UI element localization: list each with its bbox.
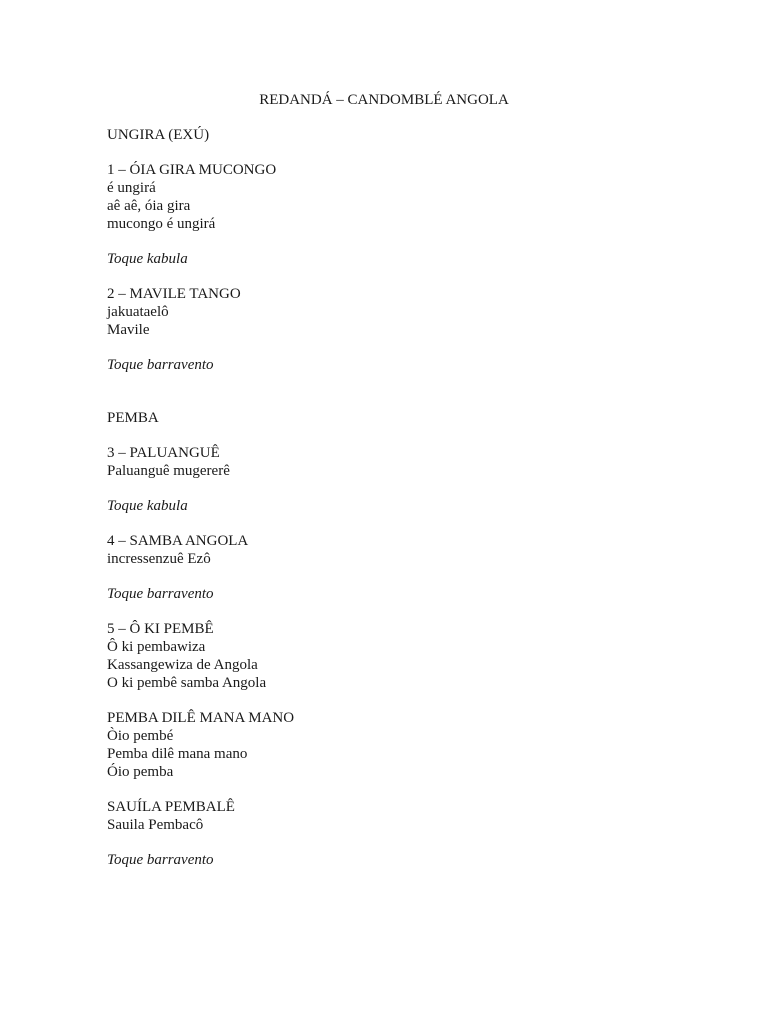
- song-line: Paluanguê mugererê: [107, 463, 230, 479]
- toque-label: Toque barravento: [107, 586, 214, 602]
- song-title: 3 – PALUANGUÊ: [107, 445, 220, 461]
- song-title: PEMBA DILÊ MANA MANO: [107, 710, 295, 726]
- toque-label: Toque kabula: [107, 498, 188, 514]
- song-title: 1 – ÓIA GIRA MUCONGO: [107, 162, 277, 178]
- song-line: Pemba dilê mana mano: [107, 746, 248, 762]
- song-title: SAUÍLA PEMBALÊ: [107, 799, 235, 815]
- song-line: incressenzuê Ezô: [107, 551, 211, 567]
- song-line: aê aê, óia gira: [107, 198, 191, 214]
- toque-label: Toque barravento: [107, 852, 214, 868]
- song-line: Ô ki pembawiza: [107, 639, 206, 655]
- section-heading-ungira: UNGIRA (EXÚ): [107, 127, 210, 143]
- toque-label: Toque barravento: [107, 357, 214, 373]
- song-line: Óio pemba: [107, 764, 174, 780]
- song-title: 5 – Ô KI PEMBÊ: [107, 621, 214, 637]
- song-title: 2 – MAVILE TANGO: [107, 286, 241, 302]
- song-line: O ki pembê samba Angola: [107, 675, 267, 691]
- song-line: Sauila Pembacô: [107, 817, 204, 833]
- document-title: REDANDÁ – CANDOMBLÉ ANGOLA: [259, 92, 509, 108]
- song-line: é ungirá: [107, 180, 156, 196]
- song-line: Mavile: [107, 322, 150, 338]
- document-body: [107, 126, 667, 869]
- song-line: Òio pembé: [107, 728, 174, 744]
- song-title: 4 – SAMBA ANGOLA: [107, 533, 249, 549]
- section-heading-pemba: PEMBA: [107, 410, 159, 426]
- song-line: jakuataelô: [107, 304, 169, 320]
- song-line: mucongo é ungirá: [107, 216, 216, 232]
- toque-label: Toque kabula: [107, 251, 188, 267]
- song-line: Kassangewiza de Angola: [107, 657, 258, 673]
